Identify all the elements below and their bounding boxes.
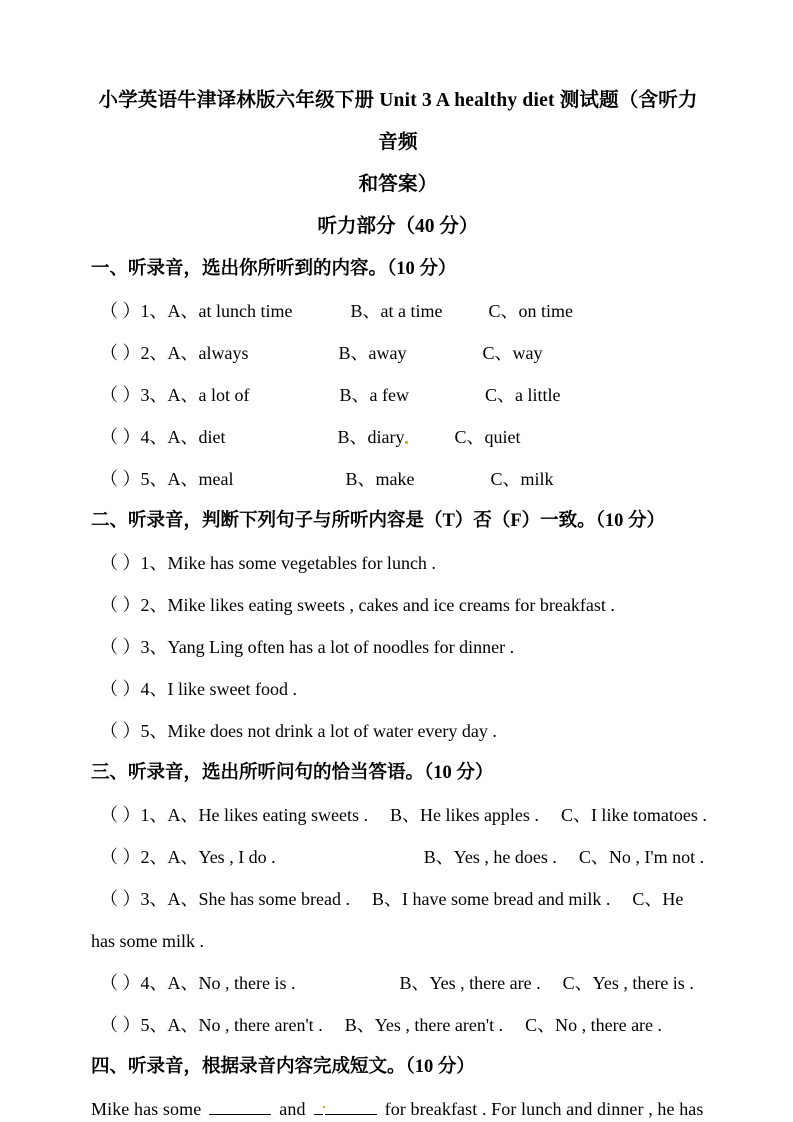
answer-bracket[interactable]: （ ） — [100, 1015, 141, 1035]
option-b[interactable]: B、Yes , there are . — [399, 973, 541, 993]
option-a[interactable]: A、No , there aren't . — [167, 1015, 323, 1035]
question-number: 5、 — [140, 469, 168, 489]
statement-text: Mike does not drink a lot of water every day . — [167, 721, 497, 741]
question-row — [91, 878, 705, 920]
cloze-blank-2[interactable] — [325, 1097, 377, 1115]
answer-bracket[interactable]: （ ） — [100, 469, 141, 489]
question-number: 3、 — [140, 385, 168, 405]
question-number: 1、 — [140, 553, 168, 573]
question-row — [91, 332, 705, 374]
option-b[interactable]: B、at a time — [350, 301, 443, 321]
option-c[interactable]: C、Yes , there is . — [562, 973, 694, 993]
cloze-blank-1[interactable] — [209, 1097, 271, 1115]
answer-bracket[interactable]: （ ） — [100, 553, 141, 573]
option-a[interactable]: A、meal — [167, 469, 234, 489]
option-b[interactable]: B、Yes , there aren't . — [344, 1015, 504, 1035]
option-a[interactable]: A、She has some bread . — [167, 889, 350, 909]
question-row — [91, 962, 705, 1004]
question-row — [91, 1004, 705, 1046]
scan-speck — [405, 441, 408, 444]
cloze-passage-line — [91, 1088, 705, 1122]
question-number: 1、 — [140, 301, 168, 321]
statement-text: Mike has some vegetables for lunch . — [167, 553, 436, 573]
page-content — [91, 0, 705, 1122]
option-b[interactable]: B、He likes apples . — [389, 805, 539, 825]
question-number: 1、 — [140, 805, 168, 825]
option-b[interactable]: B、a few — [339, 385, 409, 405]
option-a[interactable]: A、a lot of — [167, 385, 250, 405]
question-row — [91, 584, 705, 626]
document-title-line-2: 和答案） — [358, 174, 438, 195]
question-row-continuation — [91, 920, 705, 962]
question-row — [91, 668, 705, 710]
passage-text-part-3: for breakfast . For lunch and dinner , he has — [384, 1099, 704, 1119]
option-c[interactable]: C、No , there are . — [525, 1015, 663, 1035]
option-c[interactable]: C、No , I'm not . — [578, 847, 705, 867]
part-title-listening: 听力部分（40 分） — [317, 216, 479, 237]
option-b[interactable]: B、I have some bread and milk . — [371, 889, 611, 909]
answer-bracket[interactable]: （ ） — [100, 637, 141, 657]
option-a[interactable]: A、always — [167, 343, 249, 363]
option-b[interactable]: B、away — [338, 343, 407, 363]
passage-text-part-1: Mike has some — [91, 1099, 202, 1119]
question-row — [91, 710, 705, 752]
question-number: 2、 — [140, 847, 168, 867]
option-c-continuation: has some milk . — [91, 931, 204, 951]
option-b[interactable]: B、Yes , he does . — [423, 847, 557, 867]
option-a[interactable]: A、No , there is . — [167, 973, 296, 993]
document-title-line-1: 小学英语牛津译林版六年级下册 Unit 3 A healthy diet 测试题（含听力音频 — [98, 90, 698, 153]
question-row — [91, 374, 705, 416]
option-a[interactable]: A、diet — [167, 427, 226, 447]
question-row — [91, 626, 705, 668]
passage-text-part-2: and — [279, 1099, 306, 1119]
question-number: 5、 — [140, 1015, 168, 1035]
option-a[interactable]: A、He likes eating sweets . — [167, 805, 368, 825]
cloze-blank-2-prefix[interactable] — [314, 1097, 323, 1115]
section-heading-2: 二、听录音，判断下列句子与所听内容是（T）否（F）一致。（10 分） — [91, 511, 666, 531]
answer-bracket[interactable]: （ ） — [100, 973, 141, 993]
answer-bracket[interactable]: （ ） — [100, 427, 141, 447]
question-number: 2、 — [140, 343, 168, 363]
option-c[interactable]: C、way — [482, 343, 543, 363]
statement-text: I like sweet food . — [167, 679, 297, 699]
option-a[interactable]: A、at lunch time — [167, 301, 293, 321]
question-number: 4、 — [140, 679, 168, 699]
answer-bracket[interactable]: （ ） — [100, 301, 141, 321]
question-number: 5、 — [140, 721, 168, 741]
question-row — [91, 458, 705, 500]
option-c[interactable]: C、milk — [490, 469, 554, 489]
question-number: 2、 — [140, 595, 168, 615]
answer-bracket[interactable]: （ ） — [100, 889, 141, 909]
option-b[interactable]: B、make — [345, 469, 415, 489]
answer-bracket[interactable]: （ ） — [100, 805, 141, 825]
answer-bracket[interactable]: （ ） — [100, 847, 141, 867]
option-c[interactable]: C、quiet — [454, 427, 521, 447]
section-heading-1: 一、听录音，选出你所听到的内容。（10 分） — [91, 259, 457, 279]
answer-bracket[interactable]: （ ） — [100, 385, 141, 405]
question-row — [91, 542, 705, 584]
question-row — [91, 416, 705, 458]
option-a[interactable]: A、Yes , I do . — [167, 847, 276, 867]
answer-bracket[interactable]: （ ） — [100, 721, 141, 741]
option-c[interactable]: C、on time — [488, 301, 573, 321]
option-c[interactable]: C、He — [632, 889, 684, 909]
question-row — [91, 290, 705, 332]
section-heading-3: 三、听录音，选出所听问句的恰当答语。（10 分） — [91, 763, 494, 783]
statement-text: Yang Ling often has a lot of noodles for dinner . — [167, 637, 515, 657]
question-number: 4、 — [140, 973, 168, 993]
question-row — [91, 794, 705, 836]
answer-bracket[interactable]: （ ） — [100, 679, 141, 699]
question-number: 3、 — [140, 637, 168, 657]
option-c[interactable]: C、a little — [484, 385, 561, 405]
document-title — [91, 80, 705, 206]
answer-bracket[interactable]: （ ） — [100, 595, 141, 615]
question-row — [91, 836, 705, 878]
option-b[interactable]: B、diary — [337, 427, 405, 447]
question-number: 3、 — [140, 889, 168, 909]
section-heading-4: 四、听录音，根据录音内容完成短文。（10 分） — [91, 1057, 475, 1077]
question-number: 4、 — [140, 427, 168, 447]
answer-bracket[interactable]: （ ） — [100, 343, 141, 363]
option-c[interactable]: C、I like tomatoes . — [560, 805, 707, 825]
statement-text: Mike likes eating sweets , cakes and ice creams for breakfast . — [167, 595, 615, 615]
